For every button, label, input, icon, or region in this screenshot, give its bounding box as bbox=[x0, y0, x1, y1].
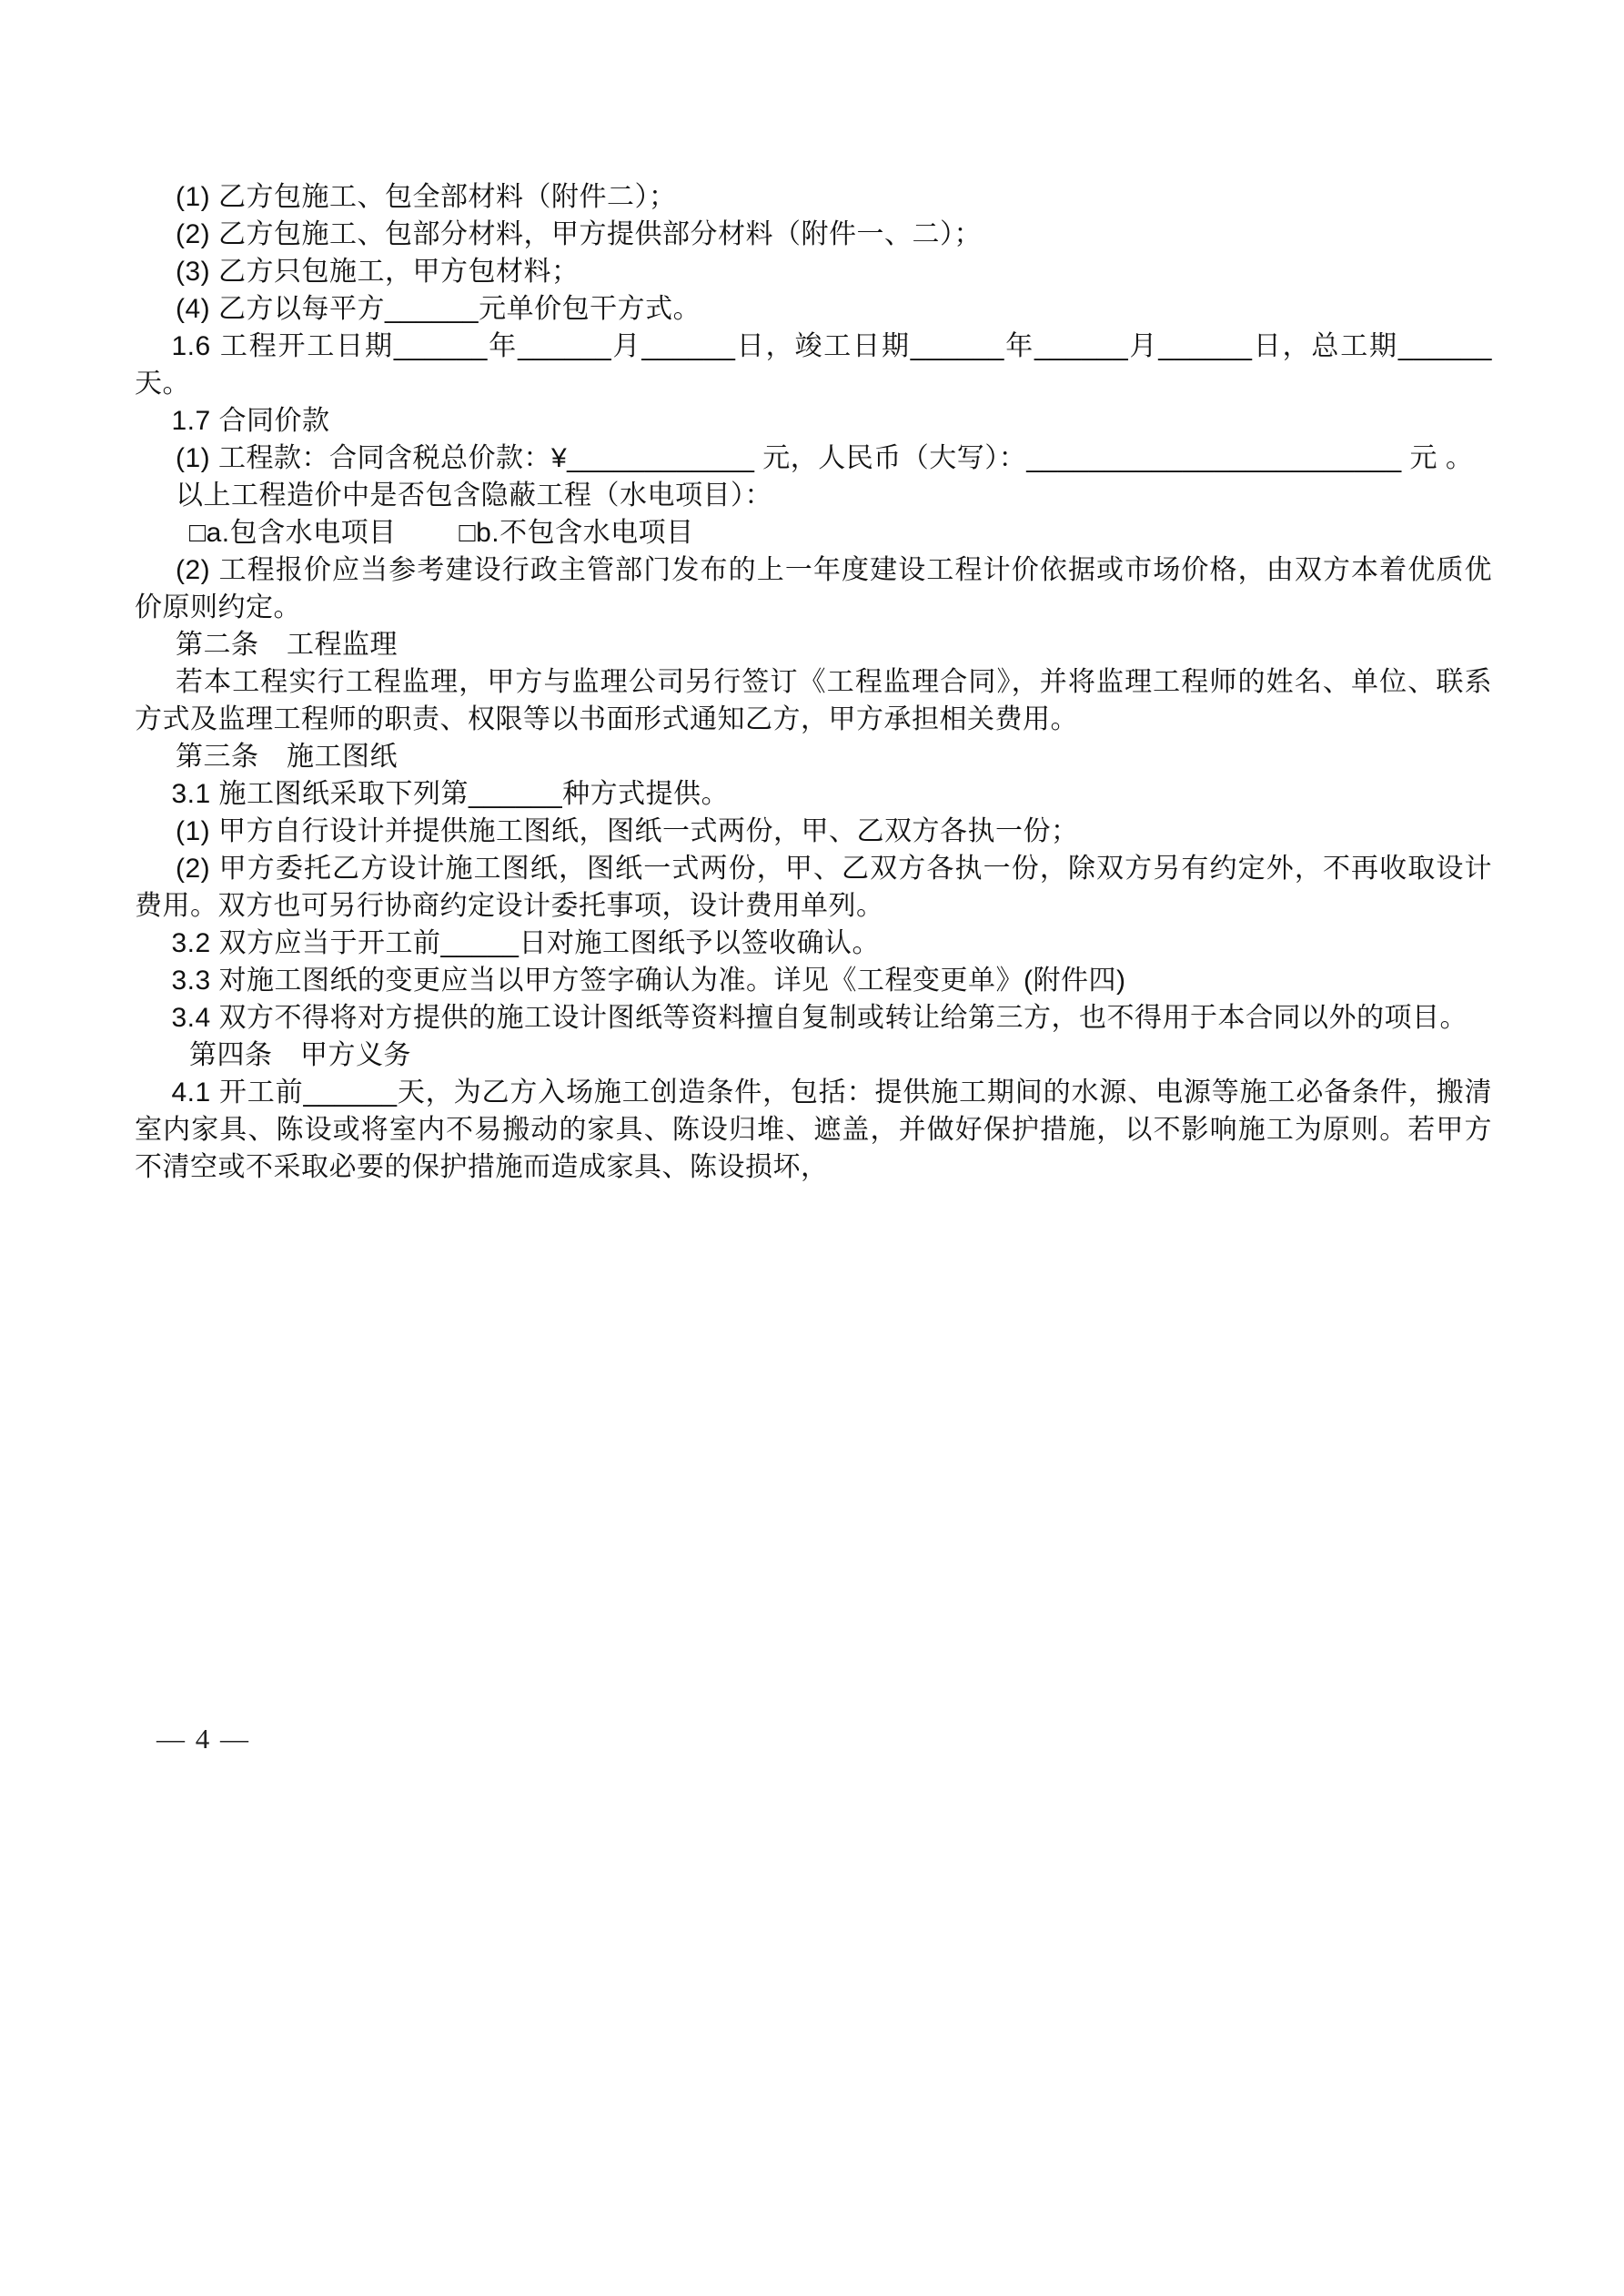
clause-1-6-schedule: 1.6 工程开工日期______年______月______日，竣工日期______年______月______日，总工期______天。 bbox=[135, 331, 1492, 399]
pricing-mode-option-3: (3) 乙方只包施工，甲方包材料； bbox=[176, 257, 580, 287]
hidden-works-options bbox=[135, 514, 1492, 551]
clause-3-3: 3.3 对施工图纸的变更应当以甲方签字确认为准。详见《工程变更单》(附件四) bbox=[171, 966, 1126, 996]
article-2-heading: 第二条 工程监理 bbox=[176, 630, 398, 660]
article-2-body: 若本工程实行工程监理，甲方与监理公司另行签订《工程监理合同》，并将监理工程师的姓名、单位、联系方式及监理工程师的职责、权限等以书面形式通知乙方，甲方承担相关费用。 bbox=[135, 667, 1492, 734]
clause-3-2: 3.2 双方应当于开工前_____日对施工图纸予以签收确认。 bbox=[171, 928, 880, 958]
clause-4-1: 4.1 开工前______天，为乙方入场施工创造条件，包括：提供施工期间的水源、电源等施工必备条件，搬清室内家具、陈设或将室内不易搬动的家具、陈设归堆、遮盖，并做好保护措施，以不影响施工为原则。若甲方不清空或不采取必要的保护措施而造成家具、陈设损坏， bbox=[135, 1077, 1492, 1182]
pricing-mode-option-1: (1) 乙方包施工、包全部材料（附件二）； bbox=[176, 182, 677, 212]
page-number: — 4 — bbox=[156, 1723, 250, 1755]
clause-3-1-option-1: (1) 甲方自行设计并提供施工图纸，图纸一式两份，甲、乙双方各执一份； bbox=[176, 816, 1079, 846]
clause-3-1: 3.1 施工图纸采取下列第______种方式提供。 bbox=[171, 779, 730, 809]
article-4-heading: 第四条 甲方义务 bbox=[189, 1040, 411, 1070]
checkbox-option-include-utilities[interactable]: □a.包含水电项目 bbox=[189, 518, 397, 548]
clause-1-7-heading: 1.7 合同价款 bbox=[171, 406, 330, 436]
checkbox-option-exclude-utilities[interactable]: □b.不包含水电项目 bbox=[459, 518, 694, 548]
clause-3-4: 3.4 双方不得将对方提供的施工设计图纸等资料擅自复制或转让给第三方，也不得用于本合同以外的项目。 bbox=[171, 1003, 1468, 1033]
hidden-works-question: 以上工程造价中是否包含隐蔽工程（水电项目）： bbox=[176, 480, 772, 511]
clause-3-1-option-2: (2) 甲方委托乙方设计施工图纸，图纸一式两份，甲、乙双方各执一份，除双方另有约定外，不再收取设计费用。双方也可另行协商约定设计委托事项，设计费用单列。 bbox=[135, 854, 1492, 921]
pricing-mode-option-4: (4) 乙方以每平方______元单价包干方式。 bbox=[176, 294, 701, 324]
pricing-mode-option-2: (2) 乙方包施工、包部分材料，甲方提供部分材料（附件一、二）； bbox=[176, 219, 982, 249]
document-content bbox=[135, 178, 1492, 1186]
article-3-heading: 第三条 施工图纸 bbox=[176, 742, 398, 772]
clause-1-7-item-2: (2) 工程报价应当参考建设行政主管部门发布的上一年度建设工程计价依据或市场价格，由双方本着优质优价原则约定。 bbox=[135, 555, 1492, 622]
clause-1-7-item-1-price: (1) 工程款：合同含税总价款：¥____________ 元，人民币（大写）：________________________ 元 。 bbox=[176, 443, 1474, 473]
